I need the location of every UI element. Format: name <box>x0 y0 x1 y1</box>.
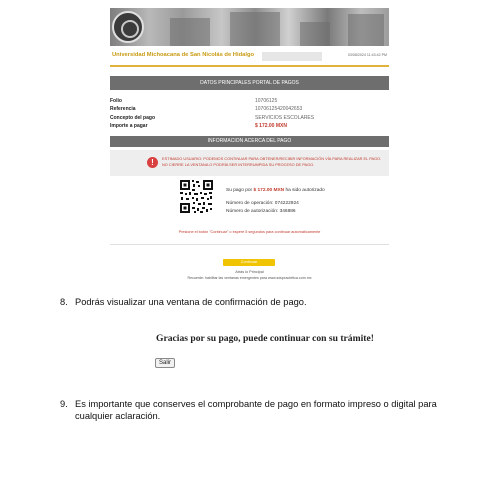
step-text-continued: cualquier aclaración. <box>75 411 161 421</box>
field-value: 10706125 <box>255 98 278 104</box>
section-main-title: DATOS PRINCIPALES PORTAL DE PAGOS <box>110 76 389 90</box>
exit-button[interactable]: Salir <box>155 358 175 368</box>
alert-icon: ! <box>147 157 158 168</box>
pay-prefix: Su pago por <box>226 188 254 193</box>
alert-box <box>110 150 389 176</box>
pay-suffix: ha sido autorizado <box>284 188 325 193</box>
qr-code-icon <box>179 179 214 214</box>
back-link[interactable]: Atrás lo Principal <box>235 270 264 274</box>
pay-amount: $ 172.00 MXN <box>253 188 285 193</box>
authorization-number: Número de autorización: 346886 <box>226 209 296 214</box>
university-header <box>110 50 389 64</box>
field-label: Referencia <box>110 106 136 112</box>
redacted-user <box>262 52 322 61</box>
field-label: Folio <box>110 98 122 104</box>
operation-number: Número de operación: 074222924 <box>226 201 299 206</box>
step-text: Es importante que conserves el comprobante de pago en formato impreso o digital para <box>75 399 437 409</box>
section-info-title: INFORMACION ACERCA DEL PAGO <box>110 136 389 147</box>
step-number: 9. <box>60 399 68 409</box>
field-value: SERVICIOS ESCOLARES <box>255 115 315 121</box>
step-number: 8. <box>60 297 68 307</box>
popup-reminder: Recuerde: habilitar las ventanas emergentes para www.sdupractetica.com.mx <box>187 276 312 280</box>
timestamp: 03/08/2024 11:43:42 PM <box>347 53 387 57</box>
payment-authorized <box>226 188 325 193</box>
field-value: $ 172.00 MXN <box>255 123 287 129</box>
alert-text: ESTIMADO USUARIO: PODEMOS CONTINUAR PARA OBTENER/RECIBIR INFORMACIÓN VÍA PARA REALIZAR EL PAGO. NO CIERRE LA VENTANA O PODRÍA SER INTERRUMPIDA SU PROCESO DE PAGO. <box>162 156 382 167</box>
field-label: Concepto del pago <box>110 115 155 121</box>
step-text: Podrás visualizar una ventana de confirmación de pago. <box>75 297 307 307</box>
divider <box>110 244 389 245</box>
payment-portal-screenshot <box>110 8 389 279</box>
header-divider <box>110 65 389 67</box>
continue-button[interactable]: Continuar <box>223 259 275 266</box>
field-value: 10706125420042653 <box>255 106 303 112</box>
confirmation-message: Gracias por su pago, puede continuar con su trámite! <box>156 333 374 344</box>
university-seal-icon <box>112 11 144 43</box>
field-label: Importe a pagar <box>110 123 148 129</box>
university-name: Universidad Michoacana de San Nicolás de Hidalgo <box>112 52 255 58</box>
university-banner <box>110 8 389 46</box>
wait-notice: Presione el botón "Continuar" o espere 5 segundos para continuar automáticamente <box>178 230 321 234</box>
